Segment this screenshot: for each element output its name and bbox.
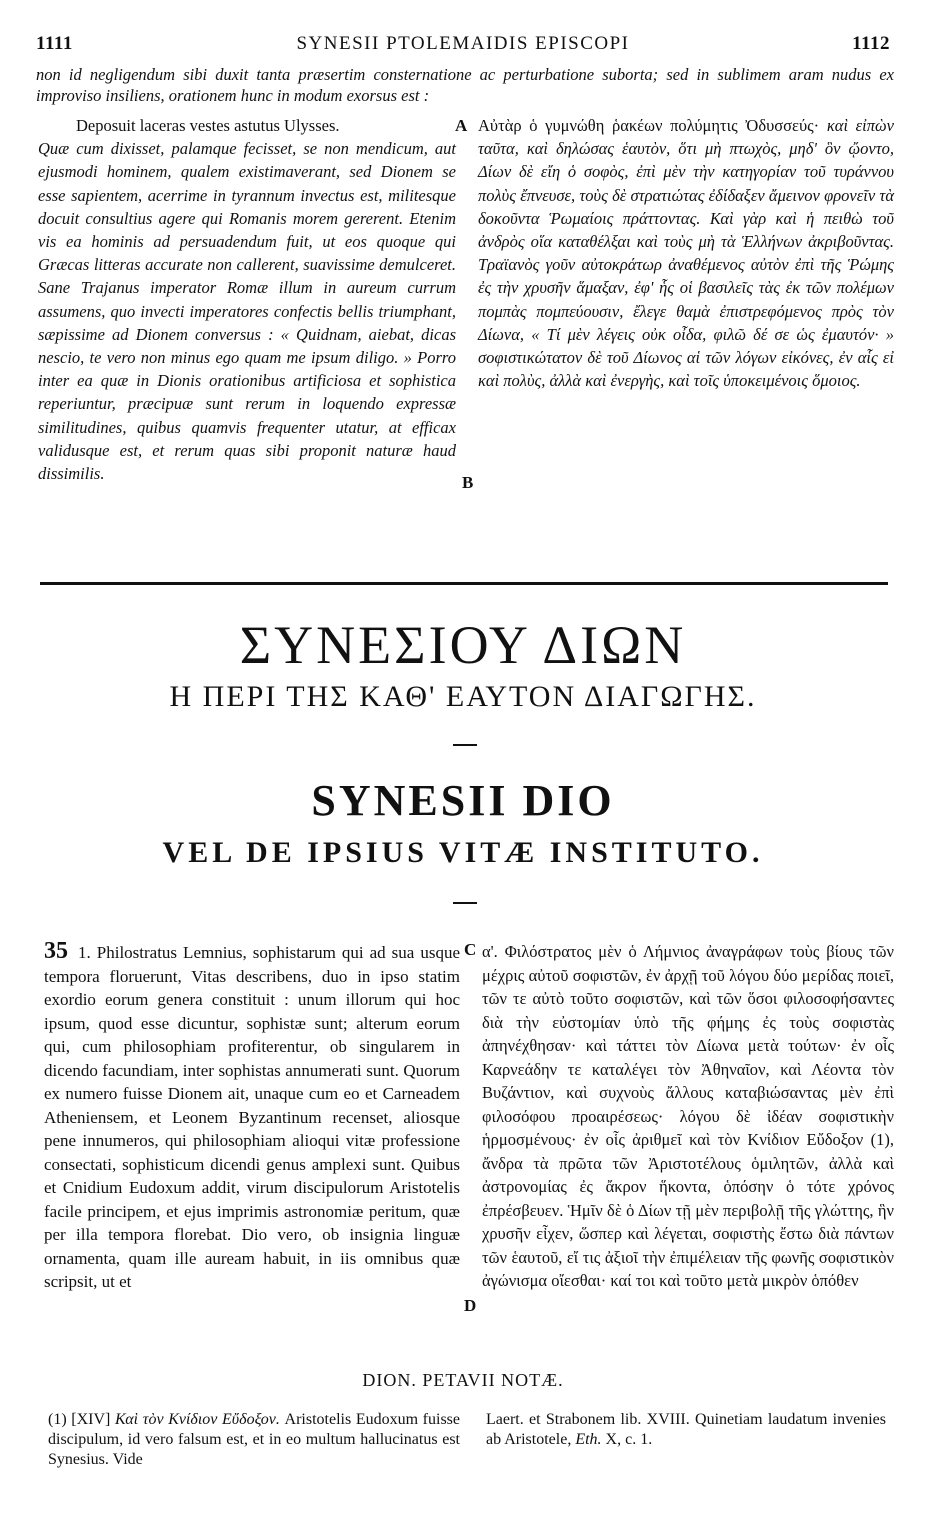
column-number: 35: [44, 938, 68, 964]
greek-column-top: [478, 114, 894, 392]
latin-body-main: 1. Philostratus Lemnius, sophistarum qui ad sua usque tempora floruerunt, Vitas describens, duo in ipso statim exordio eorum genera constituit : unum illorum qui hoc ipsum, quod esse dicuntur, sophistæ sunt; alterum eorum qui, cum philosophiam profiterentur, ob singularem in dicendo facundiam, inter sophistas annumerati sunt. Quorum ex numero fuisse Dionem ait, unaque cum eo et Carneadem Atheniensem, et Leonem Byzantinum recenset, aliosque pene innumeros, qui philosophiam alioqui vitæ professione consectati, sophisticum dicendi genus amplexi sunt. Quibus et Cnidium Eudoxum addit, virum discipulorum Aristotelis facile principem, et ejus imprimis astronomiæ peritum, quæ per illa tempora florebat. Dio vero, ob insignia linguæ ornamenta, quam ille auream habuit, in iis omnibus quæ scripsit, ut et: [44, 943, 461, 1291]
margin-marker-c: C: [464, 940, 477, 959]
latin-verse: Deposuit laceras vestes astutus Ulysses.: [76, 116, 340, 135]
greek-body-main: α'. Φιλόστρατος μὲν ὁ Λήμνιος ἀναγράφων τοὺς βίους τῶν μέχρις αὐτοῦ σοφιστῶν, ἐν ἀρχῇ τοῦ λόγου δύο μερίδας ποιεῖ, τῶν τε αὐτὸ τοῦτο σοφιστῶν, καὶ τῶν ὅσοι φιλοσοφήσαντες διὰ τὴν εὐστομίαν ὑπὸ τῆς φήμης ἐς τοὺς σοφιστὰς ἀπηνέχθησαν· καὶ τάττει τὸν Δίωνα μετὰ τούτων· ἐν οἷς Καρνεάδην τε καταλέγει τὸν Ἀθηναῖον, καὶ Λέοντα τὸν Βυζάντιον, καὶ συχνοὺς ἄλλους καταβιώσαντας μὲν ἐπὶ φιλοσόφου προαιρέσεως· λόγου δὲ ἰδέαν σοφιστικὴν ἡρμοσμένους· ἐν οἷς ἀριθμεῖ καὶ τὸν Κνίδιον Εὔδοξον (1), ἄνδρα τὰ πρῶτα τῶν Ἀριστοτέλους ὁμιλητῶν, ἀλλὰ καὶ ἀστρονομίας ἐς ἄκρον ἥκοντα, ὁπόσην ὁ τότε χρόνος ἐπρέσβευεν. Ἡμῖν δὲ ὁ Δίων τῇ μὲν περιβολῇ τῆς γλώττης, ἣν χρυσῆν εἶχεν, ὥσπερ καὶ λέγεται, σοφιστὴς ἔστω διὰ πάντων τῶν ἑαυτοῦ, εἴ τις ἀξιοῖ τὴν ἐπιμέλειαν τῆς φωνῆς σοφιστικὸν ἀγώνισμα οἴεσθαι· καί τοι καὶ τοῦτο μετὰ μικρὸν ὁπόθεν: [482, 942, 894, 1290]
section-rule: [40, 582, 888, 585]
latin-body-top: Quæ cum dixisset, palamque fecisset, se non mendicum, aut ejusmodi hominem, qualem existimaverant, sed Dionem se esse sapientem, acerrime in tyrannum invectus est, militesque docuit consultius agere qui Romanis morem gererent. Etenim vis ea hominis ad persuadendum fuit, ut eos quoque qui Græcas litteras accurate non callerent, suavissime demulceret. Sane Trajanus imperator Romæ illum in aureum currum assumens, quo invecti imperatores confectis bellis triumphant, sæpissime ad Dionem conversus : « Quidnam, aiebat, dicas nescio, te vero non minus ego quam me ipsum diligo. » Porro inter ea quæ in Dionis orationibus artificiosa et sophistica reperiuntur, præcipuæ sunt rerum in loquendo expressæ similitudines, quibus quamvis frequenter utatur, at efficax validusque est, et rerum quas sibi proponit naturæ haud dissimilis.: [38, 139, 456, 484]
title-dash: [453, 902, 477, 904]
running-header: [36, 33, 890, 57]
running-title: SYNESII PTOLEMAIDIS EPISCOPI: [296, 33, 630, 54]
note-left: [48, 1410, 460, 1470]
margin-marker-a: A: [455, 116, 468, 135]
note-text-right-b: X, c. 1.: [605, 1431, 653, 1448]
note-text-right-a: Laert. et Strabonem lib. XVIII. Quinetiam laudatum invenies ab Aristotele,: [486, 1411, 886, 1448]
note-text-left: Aristotelis Eudoxum fuisse discipulum, id vero falsum est, et in eo multum hallucinatus est Synesius. Vide: [48, 1411, 461, 1468]
note-right: [486, 1410, 886, 1450]
margin-marker-b: B: [462, 473, 474, 492]
latin-subtitle: VEL DE IPSIUS VITÆ INSTITUTO.: [162, 836, 764, 869]
page-number-right: 1112: [852, 33, 890, 54]
title-dash: [453, 744, 477, 746]
greek-body-top: καὶ εἰπὼν ταῦτα, καὶ δηλώσας ἑαυτὸν, ὅτι μὴ πτωχὸς, μηδ' ὃν ᾤοντο, Δίων δὲ εἴη ὁ σοφὸς, ἐπὶ μὲν τὴν κατηγορίαν τοῦ τυράννου πολὺς ἔπνευσε, τοὺς δὲ στρατιώτας ἐδίδαξεν ἄμεινον φρονεῖν τὰ δοκοῦντα Ῥωμαίοις πράττοντας. Καὶ γὰρ καὶ ἡ πειθὼ τοῦ ἀνδρὸς οἵα καταθέλξαι καὶ τοὺς μὴ τὰ Ἑλλήνων ἀκριβοῦντας. Τραϊανὸς γοῦν αὐτοκράτωρ ἀναθέμενος αὐτὸν ἐπὶ τῆς Ῥώμης ἐς τὴν χρυσῆν ἅμαξαν, ἐφ' ἧς οἱ βασιλεῖς τὰς ἐκ τῶν πολέμων πομπὰς πομπεύουσιν, ἔλεγε θαμὰ ἐπιστρεφόμενος πρὸς τὸν Δίωνα, « Τί μὲν λέγεις οὐκ οἶδα, φιλῶ δέ σε ὡς ἐμαυτόν· » σοφιστικώτατον δὲ τοῦ Δίωνος αἱ τῶν λόγων εἰκόνες, ἐν αἷς εἰ καὶ πολὺς, ἀλλὰ καὶ ἐνεργὴς, καὶ τοῖς ὑποκειμένοις ὅμοιος.: [478, 116, 895, 391]
note-lemma: Καὶ τὸν Κνίδιον Εὔδοξον.: [115, 1411, 280, 1428]
greek-column-main: [482, 940, 894, 1293]
note-reference: (1) [XIV]: [48, 1411, 111, 1428]
page-number-left: 1111: [36, 33, 73, 54]
intro-paragraph: non id negligendum sibi duxit tanta præsertim consternatione ac perturbatione suborta; sed in sublimem aram nudus ex improviso insiliens, orationem hunc in modum exorsus est :: [36, 65, 894, 105]
greek-verse: Αὐτὰρ ὁ γυμνώθη ῥακέων πολύμητις Ὀδυσσεύς·: [478, 116, 820, 135]
latin-column-top: [38, 114, 456, 485]
margin-marker-d: D: [464, 1296, 477, 1315]
latin-column-main: [44, 940, 460, 1294]
latin-title: SYNESII DIO: [311, 776, 615, 825]
note-work-ref: Eth.: [575, 1431, 602, 1448]
greek-title: ΣΥΝΕΣΙΟΥ ΔΙΩΝ: [239, 615, 687, 675]
notes-heading: DION. PETAVII NOTÆ.: [362, 1370, 564, 1390]
greek-subtitle: Η ΠΕΡΙ ΤΗΣ ΚΑΘ' ΕΑΥΤΟΝ ΔΙΑΓΩΓΗΣ.: [169, 680, 757, 713]
